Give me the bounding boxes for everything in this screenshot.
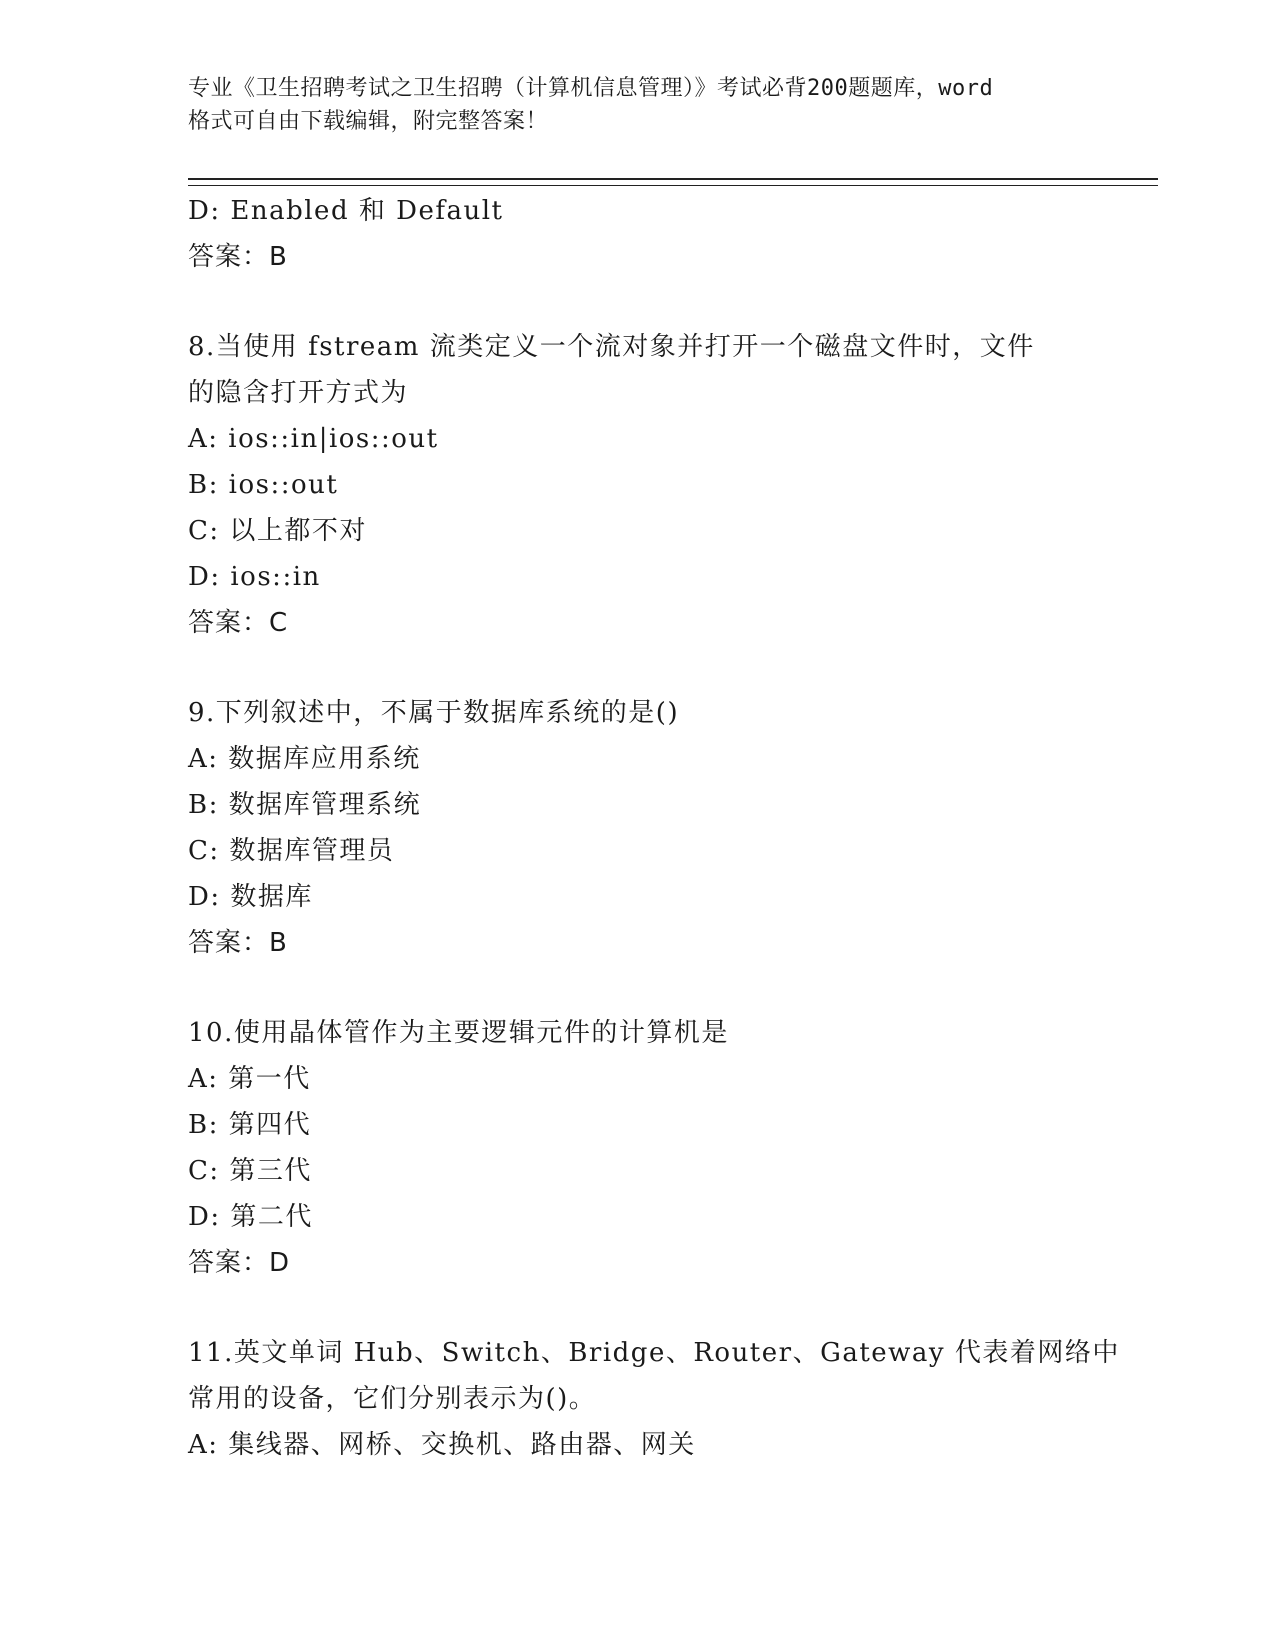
question-stem: 10.使用晶体管作为主要逻辑元件的计算机是 xyxy=(188,1018,729,1048)
option-c: C: 以上都不对 xyxy=(188,516,367,546)
header-title-line-2: 格式可自由下载编辑，附完整答案！ xyxy=(188,109,549,134)
question-stem: 8.当使用 fstream 流类定义一个流对象并打开一个磁盘文件时，文件 xyxy=(188,332,1035,362)
question-10 xyxy=(188,1010,1148,1286)
option-d: D: Enabled 和 Default xyxy=(188,196,504,226)
question-stem: 9.下列叙述中，不属于数据库系统的是() xyxy=(188,698,680,728)
question-list xyxy=(188,188,1148,1468)
answer-line: 答案：B xyxy=(188,928,288,958)
option-a: A: 数据库应用系统 xyxy=(188,744,421,774)
answer-line: 答案：B xyxy=(188,242,288,272)
option-b: B: 数据库管理系统 xyxy=(188,790,422,820)
option-d: D: ios::in xyxy=(188,562,321,592)
option-a: A: ios::in|ios::out xyxy=(188,424,439,454)
answer-line: 答案：D xyxy=(188,1248,291,1278)
option-a: A: 集线器、网桥、交换机、路由器、网关 xyxy=(188,1430,696,1460)
header-divider xyxy=(188,178,1158,186)
question-8 xyxy=(188,324,1148,646)
option-b: B: ios::out xyxy=(188,470,339,500)
document-header xyxy=(188,72,1088,138)
answer-line: 答案：C xyxy=(188,608,289,638)
question-11 xyxy=(188,1330,1148,1468)
question-9 xyxy=(188,690,1148,966)
option-a: A: 第一代 xyxy=(188,1064,311,1094)
option-b: B: 第四代 xyxy=(188,1110,312,1140)
option-c: C: 数据库管理员 xyxy=(188,836,395,866)
option-d: D: 数据库 xyxy=(188,882,313,912)
option-c: C: 第三代 xyxy=(188,1156,312,1186)
question-stem: 11.英文单词 Hub、Switch、Bridge、Router、Gateway 代表着网络中 xyxy=(188,1338,1120,1368)
header-title-line-1: 专业《卫生招聘考试之卫生招聘（计算机信息管理）》考试必背200题题库，word xyxy=(188,76,994,101)
question-7-tail xyxy=(188,188,1148,280)
question-stem-continued: 常用的设备，它们分别表示为()。 xyxy=(188,1384,597,1414)
question-stem-continued: 的隐含打开方式为 xyxy=(188,378,409,408)
option-d: D: 第二代 xyxy=(188,1202,313,1232)
